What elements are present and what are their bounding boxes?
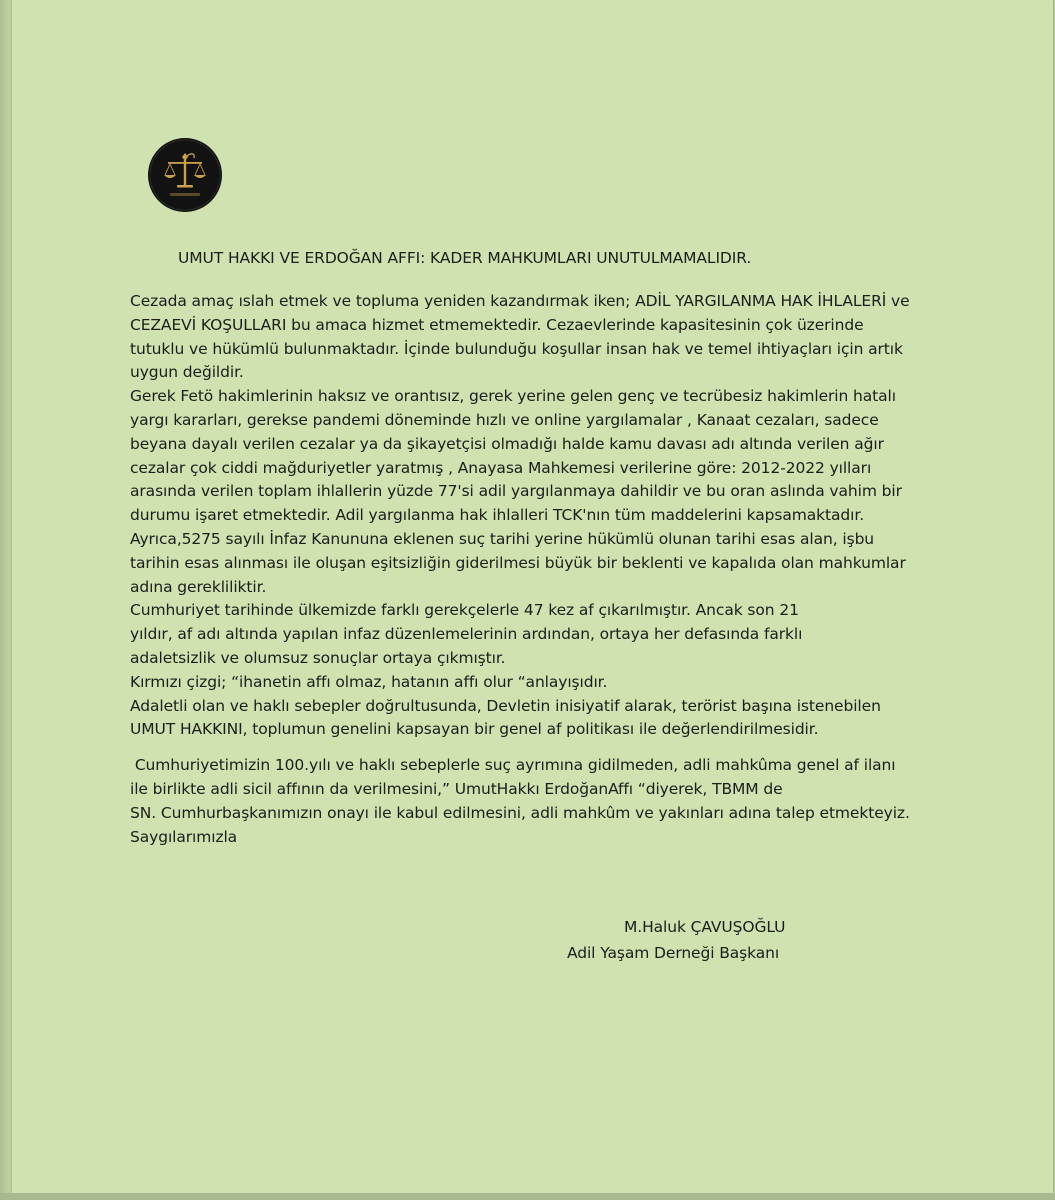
scan-edge [0, 0, 12, 1200]
body-line: uygun değildir. [130, 363, 244, 382]
signature-role: Adil Yaşam Derneği Başkanı [567, 944, 780, 962]
body-line: Cezada amaç ıslah etmek ve topluma yeniden kazandırmak iken; ADİL YARGILANMA HAK İHLALERİ ve [130, 292, 910, 310]
body-line: Cumhuriyetimizin 100.yılı ve haklı sebeplerle suç ayrımına gidilmeden, adli mahkûma genel af ilanı [130, 756, 896, 775]
body-line: beyana dayalı verilen cezalar ya da şikayetçisi olmadığı halde kamu davası adı altında verilen ağır [130, 434, 884, 453]
body-line: yıldır, af adı altında yapılan infaz düzenlemelerinin ardından, ortaya her defasında farklı [130, 625, 803, 644]
body-line: adaletsizlik ve olumsuz sonuçlar ortaya çıkmıştır. [130, 648, 506, 667]
document-body [130, 290, 990, 849]
body-line: UMUT HAKKINI, toplumun genelini kapsayan bir genel af politikası ile değerlendirilmesidir. [130, 720, 819, 739]
body-line: ile birlikte adli sicil affının da verilmesini,” UmutHakkı ErdoğanAffı “diyerek, TBMM de [130, 779, 783, 798]
scan-edge-bottom [0, 1193, 1055, 1200]
document-title: UMUT HAKKI VE ERDOĞAN AFFI: KADER MAHKUMLARI UNUTULMAMALIDIR. [178, 249, 752, 267]
body-line: CEZAEVİ KOŞULLARI bu amaca hizmet etmemektedir. Cezaevlerinde kapasitesinin çok üzerinde [130, 315, 864, 334]
document-page [12, 0, 1053, 1193]
body-line: tarihin esas alınması ile oluşan eşitsizliğin giderilmesi büyük bir beklenti ve kapalıda olan mahkumlar [130, 553, 906, 572]
paragraph-gap [130, 742, 990, 754]
signature-name: M.Haluk ÇAVUŞOĞLU [624, 918, 786, 936]
body-line: Gerek Fetö hakimlerinin haksız ve orantısız, gerek yerine gelen genç ve tecrübesiz hakimlerin hatalı [130, 387, 896, 406]
body-line: Cumhuriyet tarihinde ülkemizde farklı gerekçelerle 47 kez af çıkarılmıştır. Ancak son 21 [130, 601, 799, 620]
body-line: Adaletli olan ve haklı sebepler doğrultusunda, Devletin inisiyatif alarak, terörist başına istenebilen [130, 696, 881, 715]
body-line: Ayrıca,5275 sayılı İnfaz Kanununa eklenen suç tarihi yerine hükümlü olunan tarihi esas alan, işbu [130, 529, 875, 548]
body-line: yargı kararları, gerekse pandemi döneminde hızlı ve online yargılamalar , Kanaat cezaları, sadece [130, 410, 879, 429]
body-line: arasında verilen toplam ihlallerin yüzde 77'si adil yargılanmaya dahildir ve bu oran aslında vahim bir [130, 482, 902, 501]
scales-of-justice-icon [148, 138, 222, 212]
body-line: tutuklu ve hükümlü bulunmaktadır. İçinde bulunduğu koşullar insan hak ve temel ihtiyaçları için artık [130, 339, 903, 358]
body-line: durumu işaret etmektedir. Adil yargılanma hak ihlalleri TCK'nın tüm maddelerini kapsamaktadır. [130, 506, 865, 525]
body-line: Saygılarımızla [130, 827, 238, 846]
body-line: adına gerekliliktir. [130, 577, 267, 596]
body-line: Kırmızı çizgi; “ihanetin affı olmaz, hatanın affı olur “anlayışıdır. [130, 672, 608, 691]
body-line: SN. Cumhurbaşkanımızın onayı ile kabul edilmesini, adli mahkûm ve yakınları adına talep etmekteyiz. [130, 803, 910, 822]
association-logo [148, 138, 222, 212]
body-line: cezalar çok ciddi mağduriyetler yaratmış , Anayasa Mahkemesi verilerine göre: 2012-2022 yılları [130, 458, 872, 477]
